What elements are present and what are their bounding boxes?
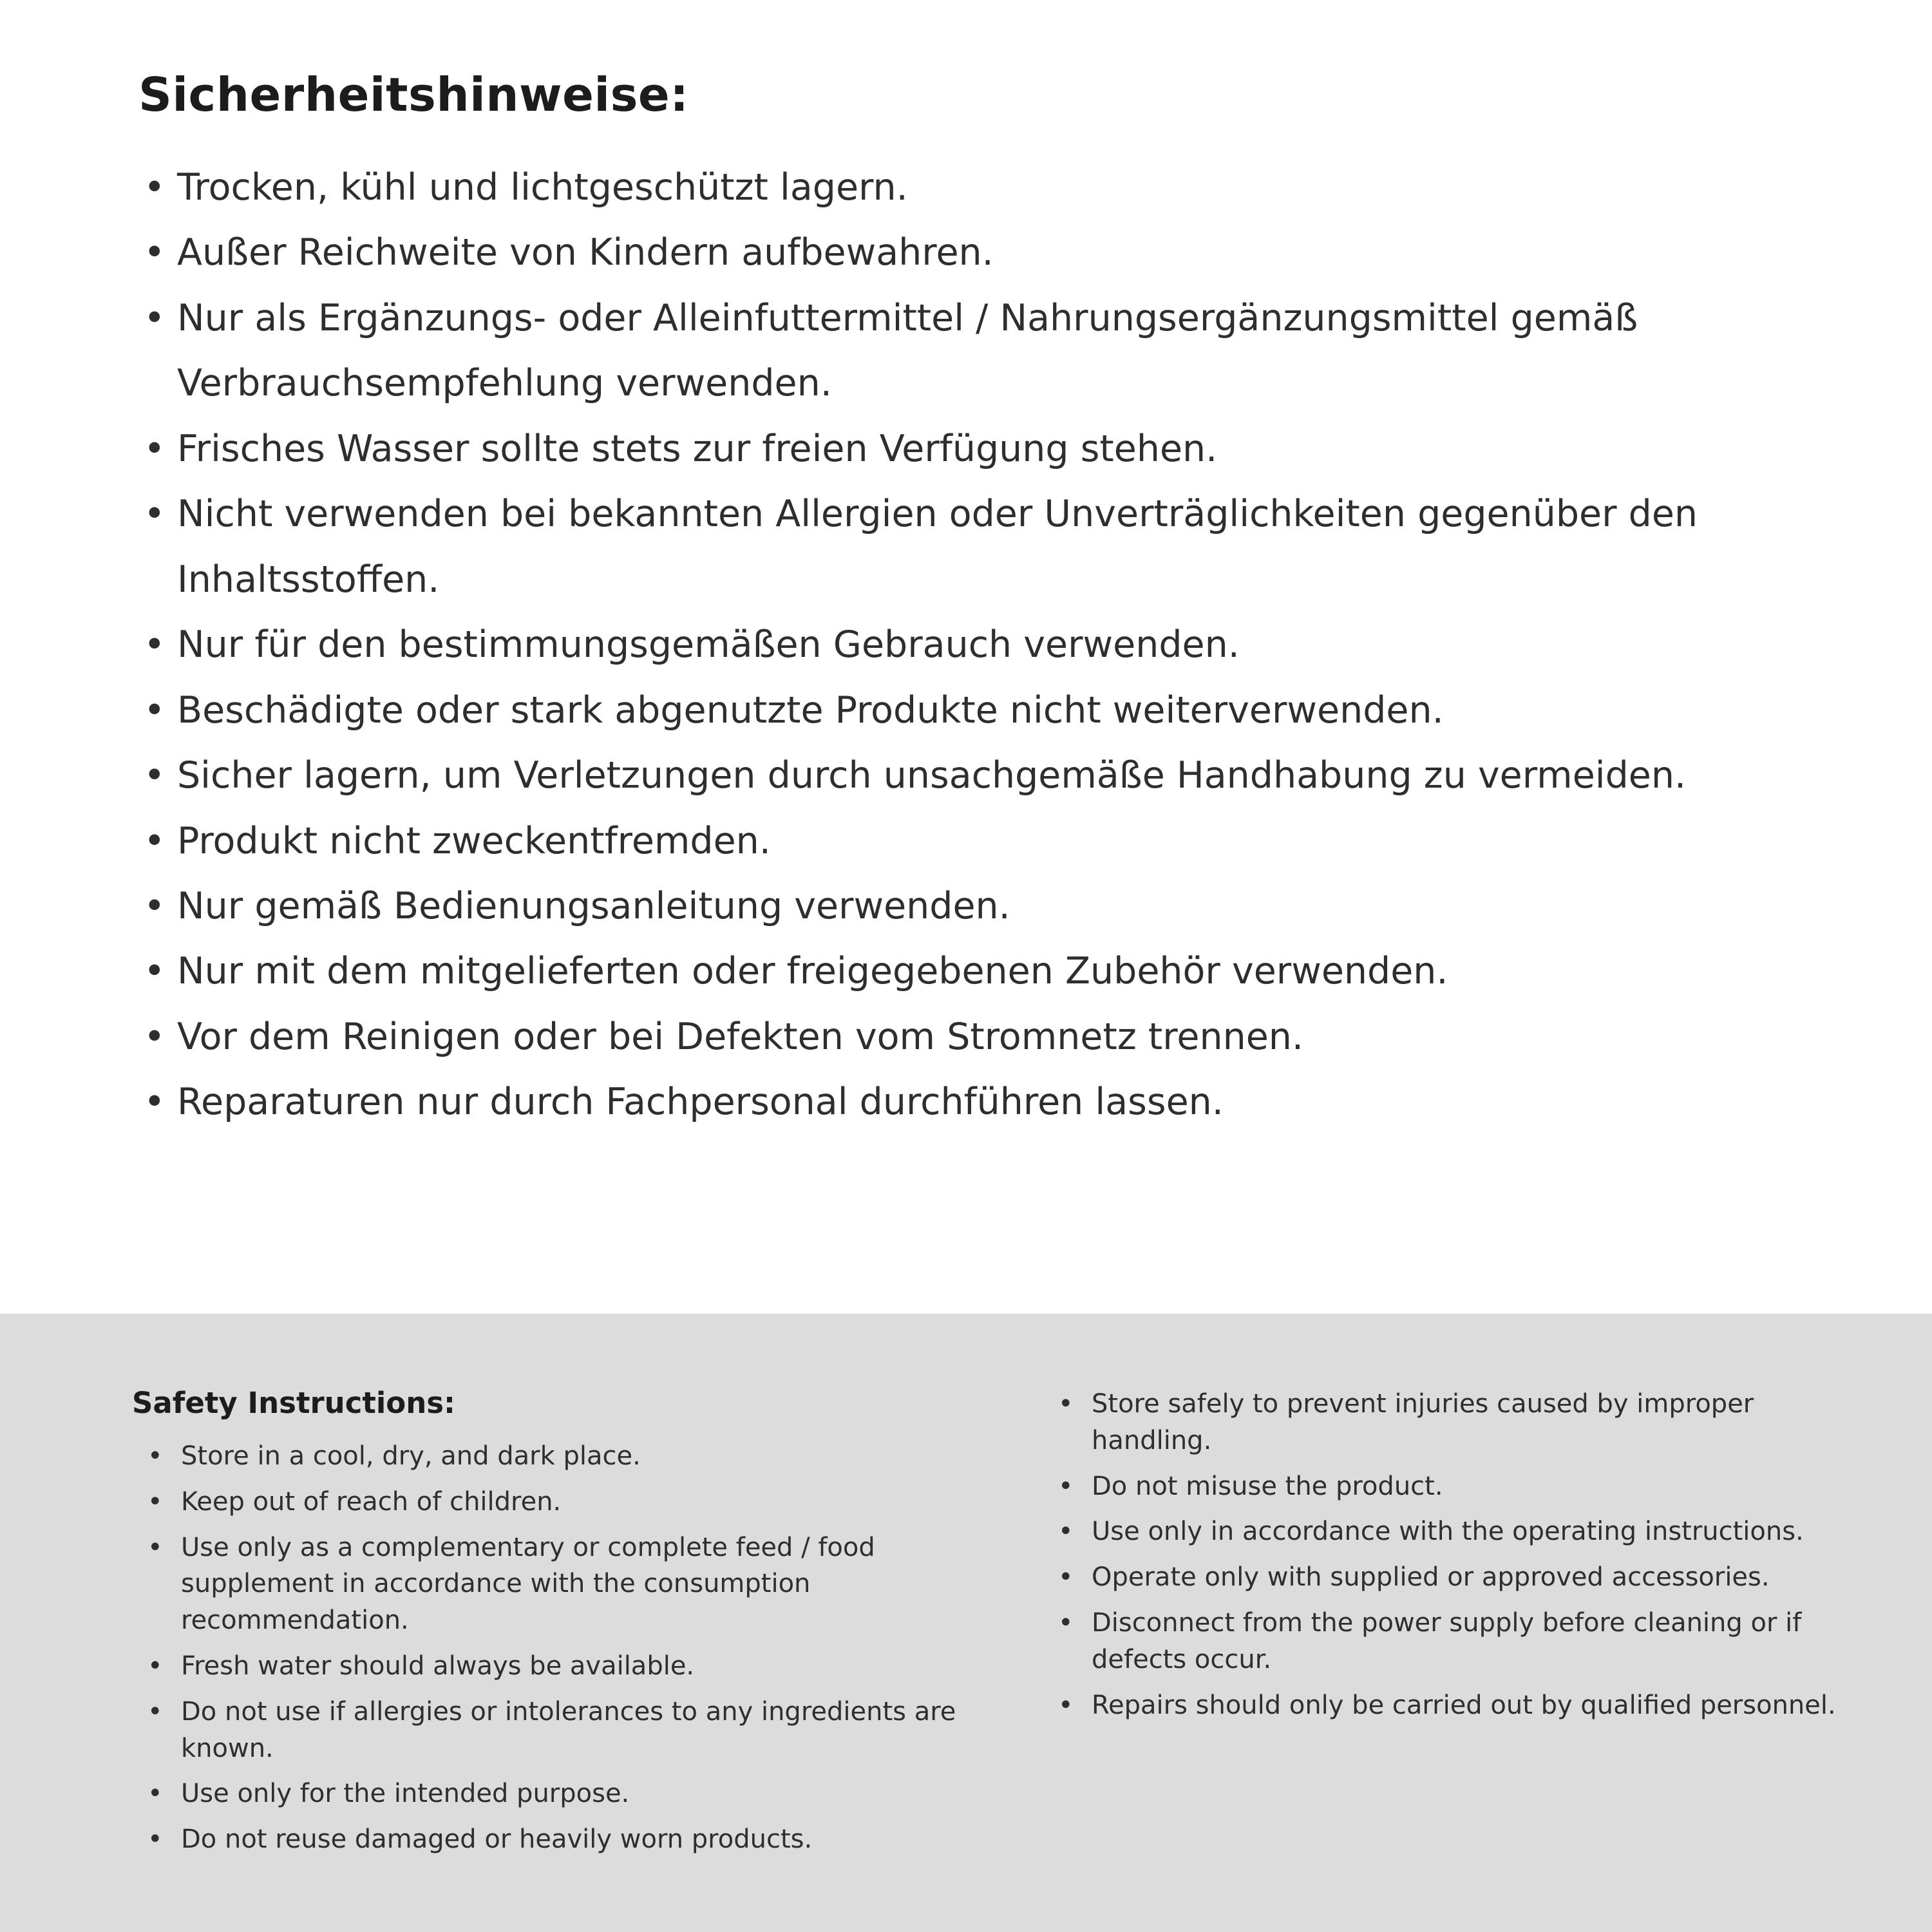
english-safety-item: • Repairs should only be carried out by qualified personnel. xyxy=(1053,1687,1855,1724)
german-safety-item: • Nur gemäß Bedienungsanleitung verwenden. xyxy=(138,874,1842,939)
english-safety-item: • Keep out of reach of children. xyxy=(142,1484,976,1520)
german-safety-item: • Nur als Ergänzungs- oder Alleinfuttermittel / Nahrungsergänzungsmittel gemäß Verbrauchsempfehlung verwenden. xyxy=(138,286,1842,417)
english-left-column xyxy=(132,1386,976,1867)
english-safety-item: • Store in a cool, dry, and dark place. xyxy=(142,1438,976,1475)
english-safety-list-right xyxy=(1053,1386,1855,1723)
english-safety-item: • Operate only with supplied or approved accessories. xyxy=(1053,1559,1855,1596)
german-safety-item: • Nur mit dem mitgelieferten oder freigegebenen Zubehör verwenden. xyxy=(138,939,1842,1004)
german-safety-item: • Außer Reichweite von Kindern aufbewahren. xyxy=(138,220,1842,285)
english-safety-item: • Use only in accordance with the operating instructions. xyxy=(1053,1513,1855,1550)
english-safety-item: • Do not reuse damaged or heavily worn products. xyxy=(142,1821,976,1858)
german-safety-item: • Nicht verwenden bei bekannten Allergien oder Unverträglichkeiten gegenüber den Inhaltsstoffen. xyxy=(138,482,1842,612)
english-safety-item: • Fresh water should always be available. xyxy=(142,1648,976,1685)
german-safety-item: • Beschädigte oder stark abgenutzte Produkte nicht weiterverwenden. xyxy=(138,678,1842,743)
german-safety-item: • Sicher lagern, um Verletzungen durch unsachgemäße Handhabung zu vermeiden. xyxy=(138,743,1842,808)
english-safety-section xyxy=(0,1314,1932,1932)
english-safety-item: • Store safely to prevent injuries caused by improper handling. xyxy=(1053,1386,1855,1459)
english-safety-list-left xyxy=(132,1438,976,1858)
german-safety-item: • Produkt nicht zweckentfremden. xyxy=(138,809,1842,874)
english-right-column xyxy=(1053,1386,1855,1732)
english-safety-item: • Use only for the intended purpose. xyxy=(142,1776,976,1812)
english-safety-item: • Disconnect from the power supply before cleaning or if defects occur. xyxy=(1053,1605,1855,1678)
german-safety-item: • Vor dem Reinigen oder bei Defekten vom Stromnetz trennen. xyxy=(138,1005,1842,1070)
english-safety-item: • Do not misuse the product. xyxy=(1053,1468,1855,1505)
german-safety-item: • Reparaturen nur durch Fachpersonal durchführen lassen. xyxy=(138,1070,1842,1135)
german-section-title: Sicherheitshinweise: xyxy=(138,68,689,122)
german-safety-item: • Nur für den bestimmungsgemäßen Gebrauch verwenden. xyxy=(138,612,1842,677)
english-section-title: Safety Instructions: xyxy=(132,1386,456,1420)
german-safety-item: • Frisches Wasser sollte stets zur freien Verfügung stehen. xyxy=(138,417,1842,482)
german-safety-list xyxy=(138,155,1842,1135)
english-safety-item: • Do not use if allergies or intolerances to any ingredients are known. xyxy=(142,1694,976,1767)
german-safety-item: • Trocken, kühl und lichtgeschützt lagern. xyxy=(138,155,1842,220)
english-safety-item: • Use only as a complementary or complete feed / food supplement in accordance with the consumption recommendation. xyxy=(142,1530,976,1639)
